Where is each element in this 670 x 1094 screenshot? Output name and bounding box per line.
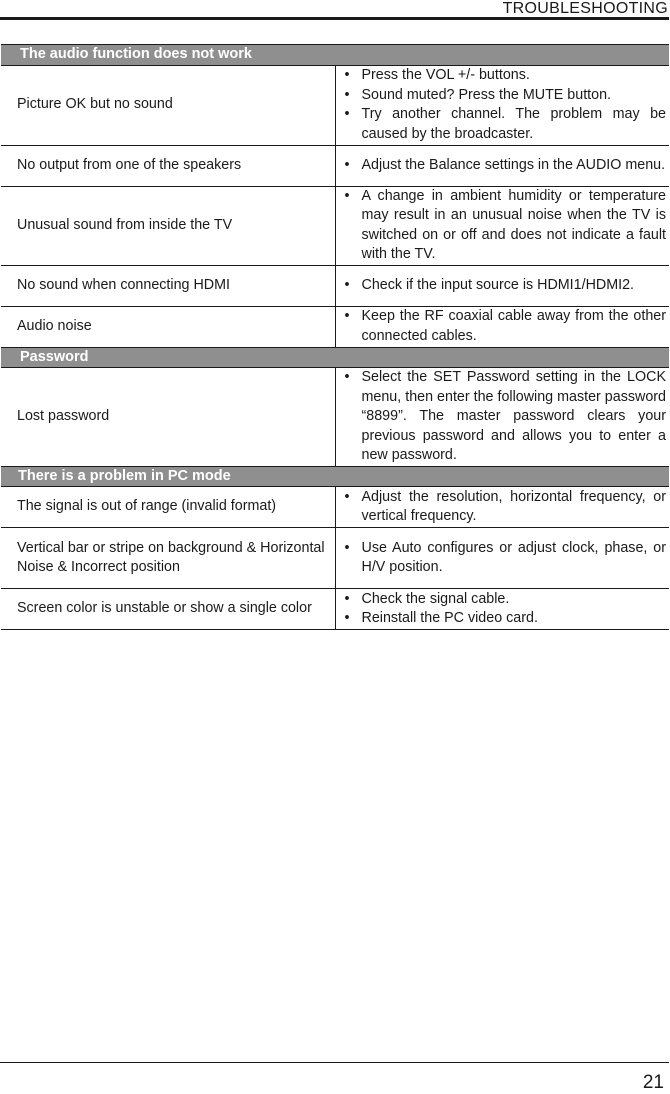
problem-cell: The signal is out of range (invalid format) (1, 487, 335, 528)
solution-item: • Reinstall the PC video card. (345, 609, 667, 629)
solution-item: • A change in ambient humidity or temperature may result in an unusual noise when the TV is switched on or off and does not indicate a fault with the TV. (344, 187, 666, 262)
problem-cell: Vertical bar or stripe on background & Horizontal Noise & Incorrect position (1, 528, 335, 589)
bullet-icon: • (344, 610, 350, 626)
table-row (1, 368, 669, 467)
solution-list (345, 488, 667, 527)
solution-list (345, 590, 667, 629)
solution-cell (335, 528, 669, 589)
solution-item: • Adjust the resolution, horizontal frequency, or vertical frequency. (344, 488, 666, 524)
bullet-icon: • (344, 308, 350, 324)
bullet-icon: • (344, 86, 350, 103)
solution-cell (335, 186, 669, 265)
problem-cell: Lost password (1, 368, 335, 467)
bullet-icon: • (344, 276, 350, 293)
bullet-icon: • (344, 156, 350, 173)
solution-list (345, 368, 667, 466)
solution-cell (335, 265, 669, 306)
problem-cell: Picture OK but no sound (1, 65, 335, 145)
solution-cell (335, 65, 669, 145)
section-header-pc-mode (1, 466, 669, 487)
section-title: Password (1, 347, 669, 368)
table-row (1, 487, 669, 528)
table-row (1, 186, 669, 265)
table-row (1, 65, 669, 145)
solution-list (345, 276, 667, 296)
table-row (1, 528, 669, 589)
problem-cell: No sound when connecting HDMI (1, 265, 335, 306)
solution-list (345, 66, 667, 144)
troubleshooting-table (1, 44, 669, 630)
solution-cell (335, 145, 669, 186)
troubleshooting-table-container (1, 44, 669, 630)
bullet-icon: • (344, 369, 350, 385)
solution-item: • Select the SET Password setting in the LOCK menu, then enter the following master password “8899”. The master password clears your previous password and allows you to enter a new password. (344, 369, 666, 463)
solution-item: • Sound muted? Press the MUTE button. (345, 86, 667, 106)
header-rule (0, 17, 669, 20)
bullet-icon: • (344, 106, 350, 122)
solution-cell (335, 487, 669, 528)
solution-item: • Use Auto configures or adjust clock, phase, or H/V position. (344, 539, 666, 575)
solution-item: • Try another channel. The problem may be caused by the broadcaster. (344, 106, 666, 142)
solution-item: • Press the VOL +/- buttons. (345, 66, 667, 86)
problem-cell: Screen color is unstable or show a single color (1, 589, 335, 630)
section-title: The audio function does not work (1, 45, 669, 66)
solution-list (345, 307, 667, 346)
solution-cell (335, 368, 669, 467)
bullet-icon: • (344, 488, 350, 505)
solution-item: • Adjust the Balance settings in the AUDIO menu. (345, 156, 667, 176)
footer-rule (0, 1062, 669, 1063)
page-header-title: TROUBLESHOOTING (502, 0, 668, 17)
section-header-password (1, 347, 669, 368)
bullet-icon: • (344, 67, 350, 83)
table-row (1, 306, 669, 347)
table-row (1, 265, 669, 306)
solution-list (345, 539, 667, 578)
table-row (1, 589, 669, 630)
bullet-icon: • (344, 187, 350, 204)
bullet-icon: • (344, 590, 350, 607)
solution-item: • Check if the input source is HDMI1/HDMI2. (345, 276, 667, 296)
problem-cell: Unusual sound from inside the TV (1, 186, 335, 265)
solution-item: • Check the signal cable. (345, 590, 667, 610)
problem-cell: No output from one of the speakers (1, 145, 335, 186)
problem-cell: Audio noise (1, 306, 335, 347)
bullet-icon: • (344, 539, 350, 556)
section-header-audio (1, 45, 669, 66)
solution-list (345, 156, 667, 176)
solution-list (345, 187, 667, 265)
table-row (1, 145, 669, 186)
solution-cell (335, 589, 669, 630)
solution-cell (335, 306, 669, 347)
section-title: There is a problem in PC mode (1, 466, 669, 487)
solution-item: • Keep the RF coaxial cable away from the other connected cables. (344, 308, 666, 344)
page-number: 21 (642, 1072, 664, 1093)
